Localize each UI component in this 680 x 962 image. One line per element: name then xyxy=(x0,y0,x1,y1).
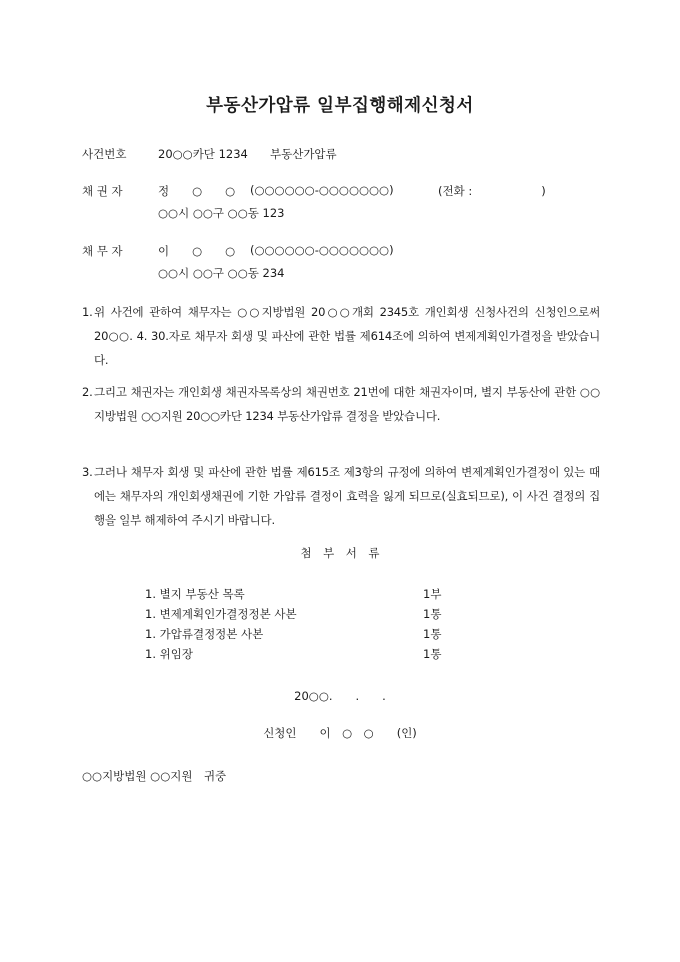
paragraph-number: 3. xyxy=(82,465,93,479)
attachment-qty: 1통 xyxy=(423,607,442,621)
paragraph-2 xyxy=(82,380,600,428)
attachment-label: 1. 가압류결정정본 사본 xyxy=(145,627,264,641)
recipient-court: ○○지방법원 ○○지원 귀중 xyxy=(82,769,227,783)
case-name: 부동산가압류 xyxy=(270,147,337,161)
document-date: 20○○. . . xyxy=(294,689,386,703)
creditor-label: 채 권 자 xyxy=(82,184,123,198)
attachment-item xyxy=(145,606,445,626)
attachment-item xyxy=(145,586,445,606)
creditor-name: 정 ○ ○ xyxy=(158,184,236,198)
attachment-qty: 1통 xyxy=(423,647,442,661)
creditor-phone: (전화 : ) xyxy=(438,184,546,198)
applicant-signature: 신청인 이 ○ ○ (인) xyxy=(263,726,417,740)
document-title: 부동산가압류 일부집행해제신청서 xyxy=(206,96,474,116)
attachment-qty: 1통 xyxy=(423,627,442,641)
paragraph-number: 1. xyxy=(82,305,93,319)
attachment-label: 1. 별지 부동산 목록 xyxy=(145,587,245,601)
debtor-address: ○○시 ○○구 ○○동 234 xyxy=(158,266,285,280)
debtor-label: 채 무 자 xyxy=(82,244,123,258)
attachment-label: 1. 변제계획인가결정정본 사본 xyxy=(145,607,297,621)
paragraph-text: 위 사건에 관하여 채무자는 ○○지방법원 20○○개회 2345호 개인회생 신청사건의 신청인으로써 20○○. 4. 30.자로 채무자 회생 및 파산에 관한 법률 제614조에 의하여 변제계획인가결정을 받았습니다. xyxy=(94,305,600,367)
paragraph-1 xyxy=(82,300,600,372)
paragraph-number: 2. xyxy=(82,385,93,399)
paragraph-3 xyxy=(82,460,600,532)
attachment-item xyxy=(145,646,445,666)
debtor-name: 이 ○ ○ xyxy=(158,244,236,258)
paragraph-text: 그리고 채권자는 개인회생 채권자목록상의 채권번호 21번에 대한 채권자이며, 별지 부동산에 관한 ○○지방법원 ○○지원 20○○카단 1234 부동산가압류 결정을 받았습니다. xyxy=(94,385,600,423)
attachments-heading: 첨 부 서 류 xyxy=(300,546,380,560)
creditor-address: ○○시 ○○구 ○○동 123 xyxy=(158,206,285,220)
case-number: 20○○카단 1234 xyxy=(158,147,248,161)
attachment-qty: 1부 xyxy=(423,587,442,601)
case-number-label: 사건번호 xyxy=(82,147,127,161)
debtor-id: (○○○○○○-○○○○○○○) xyxy=(250,243,394,257)
paragraph-text: 그러나 채무자 회생 및 파산에 관한 법률 제615조 제3항의 규정에 의하여 변제계획인가결정이 있는 때에는 채무자의 개인회생채권에 기한 가압류 결정이 효력을 잃게 되므로(실효되므로), 이 사건 결정의 집행을 일부 해제하여 주시기 바랍니다. xyxy=(94,465,600,527)
creditor-id: (○○○○○○-○○○○○○○) xyxy=(250,183,394,197)
attachment-label: 1. 위임장 xyxy=(145,647,193,661)
attachment-item xyxy=(145,626,445,646)
